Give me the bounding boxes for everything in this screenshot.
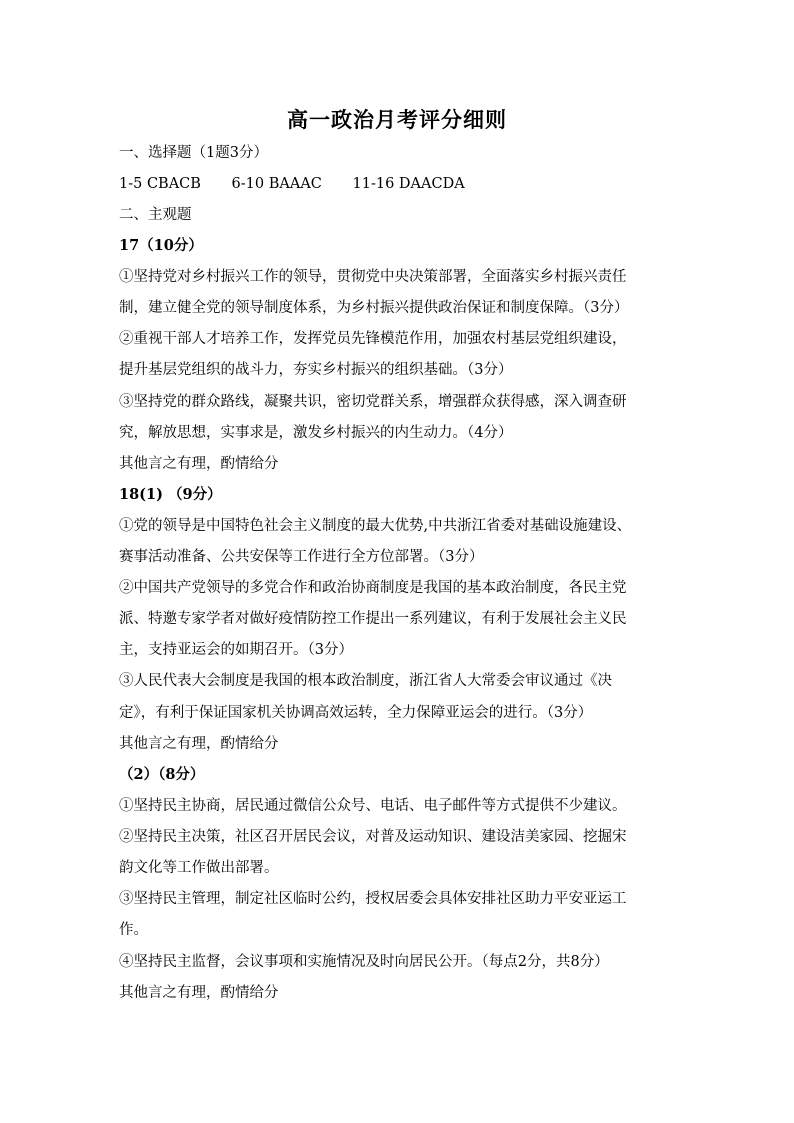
q17-heading: 17（10分） bbox=[119, 237, 203, 254]
q17-line: ③坚持党的群众路线，凝聚共识，密切党群关系，增强群众获得感，深入调查研 bbox=[119, 394, 627, 410]
q17-line: 提升基层党组织的战斗力，夯实乡村振兴的组织基础。（3分） bbox=[119, 362, 513, 378]
q18-1-line: ②中国共产党领导的多党合作和政治协商制度是我国的基本政治制度，各民主党 bbox=[119, 580, 627, 596]
q18-1-line: 赛事活动准备、公共安保等工作进行全方位部署。（3分） bbox=[119, 549, 484, 565]
q18-2-line: ③坚持民主管理，制定社区临时公约，授权居委会具体安排社区助力平安亚运工 bbox=[119, 891, 627, 907]
q18-2-line: ②坚持民主决策，社区召开居民会议，对普及运动知识、建设洁美家园、挖掘宋 bbox=[119, 829, 627, 845]
q18-1-line: ③人民代表大会制度是我国的根本政治制度，浙江省人大常委会审议通过《决 bbox=[119, 673, 612, 689]
q18-1-heading: 18(1) （9分） bbox=[119, 486, 222, 503]
q18-2-line: 韵文化等工作做出部署。 bbox=[119, 860, 279, 876]
q18-1-line: ①党的领导是中国特色社会主义制度的最大优势,中共浙江省委对基础设施建设、 bbox=[119, 518, 632, 534]
q18-2-line: 作。 bbox=[119, 922, 148, 938]
q18-2-heading: （2）（8分） bbox=[119, 766, 205, 783]
section1-heading: 一、选择题（1题3分） bbox=[119, 145, 268, 161]
q17-line: ②重视干部人才培养工作，发挥党员先锋模范作用，加强农村基层党组织建设， bbox=[119, 331, 627, 347]
page-title: 高一政治月考评分细则 bbox=[287, 107, 507, 132]
section2-heading: 二、主观题 bbox=[119, 207, 192, 223]
q18-2-line: ④坚持民主监督，会议事项和实施情况及时向居民公开。（每点2分，共8分） bbox=[119, 954, 609, 970]
q18-1-line: 定》，有利于保证国家机关协调高效运转，全力保障亚运会的进行。（3分） bbox=[119, 705, 593, 721]
choice-answers bbox=[119, 174, 689, 194]
q18-2-note: 其他言之有理，酌情给分 bbox=[119, 985, 279, 1001]
answers-6-10: 6-10 BAAAC bbox=[231, 176, 322, 192]
q18-2-line: ①坚持民主协商，居民通过微信公众号、电话、电子邮件等方式提供不少建议。 bbox=[119, 798, 627, 814]
answers-11-16: 11-16 DAACDA bbox=[352, 176, 465, 192]
q17-line: 究，解放思想，实事求是，激发乡村振兴的内生动力。（4分） bbox=[119, 425, 513, 441]
q17-line: 制，建立健全党的领导制度体系，为乡村振兴提供政治保证和制度保障。（3分） bbox=[119, 300, 629, 316]
q18-1-line: 派、特邀专家学者对做好疫情防控工作提出一系列建议，有利于发展社会主义民 bbox=[119, 611, 627, 627]
q17-line: ①坚持党对乡村振兴工作的领导，贯彻党中央决策部署，全面落实乡村振兴责任 bbox=[119, 269, 627, 285]
q18-1-line: 主，支持亚运会的如期召开。（3分） bbox=[119, 642, 353, 658]
answers-1-5: 1-5 CBACB bbox=[119, 176, 201, 192]
q18-1-note: 其他言之有理，酌情给分 bbox=[119, 736, 279, 752]
q17-note: 其他言之有理，酌情给分 bbox=[119, 456, 279, 472]
